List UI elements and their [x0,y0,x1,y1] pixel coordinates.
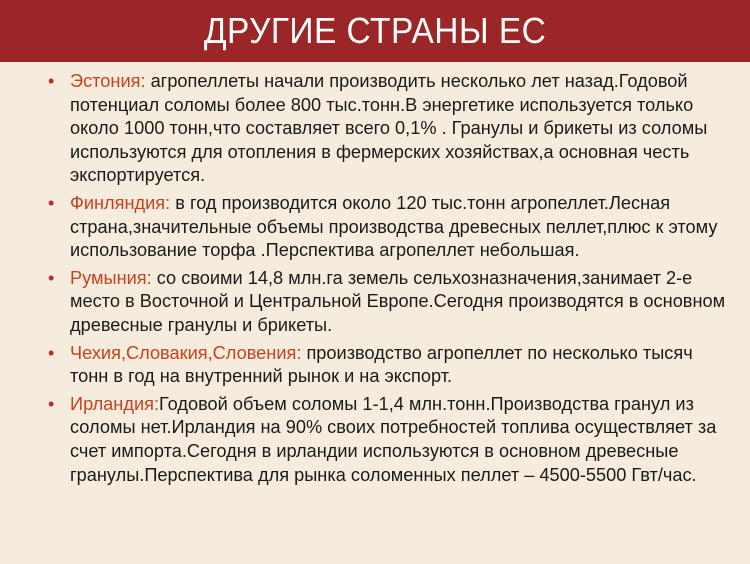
list-item-czech-slovakia-slovenia [48,342,728,389]
country-label: Ирландия: [70,393,160,414]
list-item-estonia [48,70,728,188]
country-label: Эстония: [70,71,146,91]
bullet-icon: • [48,192,55,213]
bullet-icon: • [48,342,55,363]
bullet-icon: • [48,393,55,414]
item-text: агропеллеты начали производить несколько лет назад.Годовой потенциал соломы более 800 тыс.тонн.В энергетике используется только около 1000 тонн,что составляет всего 0,1% . Гранулы и брикеты из соломы используются для отопления в фермерских хозяйствах,а основная честь экспортируется. [70,71,708,186]
list-item-ireland [48,393,728,487]
list-item-romania [48,267,728,338]
bullet-icon: • [48,71,55,91]
slide-title: ДРУГИЕ СТРАНЫ ЕС [203,10,547,51]
country-label: Румыния: [70,267,152,288]
item-text: со своими 14,8 млн.га земель сельхозназначения,занимает 2-е место в Восточной и Центральной Европе.Сегодня производятся в основном древесные гранулы и брикеты. [70,267,726,335]
title-bar [0,0,750,62]
bullet-icon: • [48,267,55,288]
country-label: Финляндия: [70,192,171,213]
list-item-finland [48,192,728,263]
country-label: Чехия,Словакия,Словения: [70,342,302,363]
bullet-list [48,70,728,491]
item-text: производство агропеллет по несколько тысяч тонн в год на внутренний рынок и на экспорт. [70,342,693,387]
item-text: Годовой объем соломы 1-1,4 млн.тонн.Производства гранул из соломы нет.Ирландия на 90% своих потребностей топлива осуществляет за счет импорта.Сегодня в ирландии используются в основном древесные гранулы.Перспектива для рынка соломенных пеллет – 4500-5500 Гвт/час. [70,393,717,485]
item-text: в год производится около 120 тыс.тонн агропеллет.Лесная страна,значительные объемы производства древесных пеллет,плюс к этому использование торфа .Перспектива агропеллет небольшая. [70,192,718,261]
